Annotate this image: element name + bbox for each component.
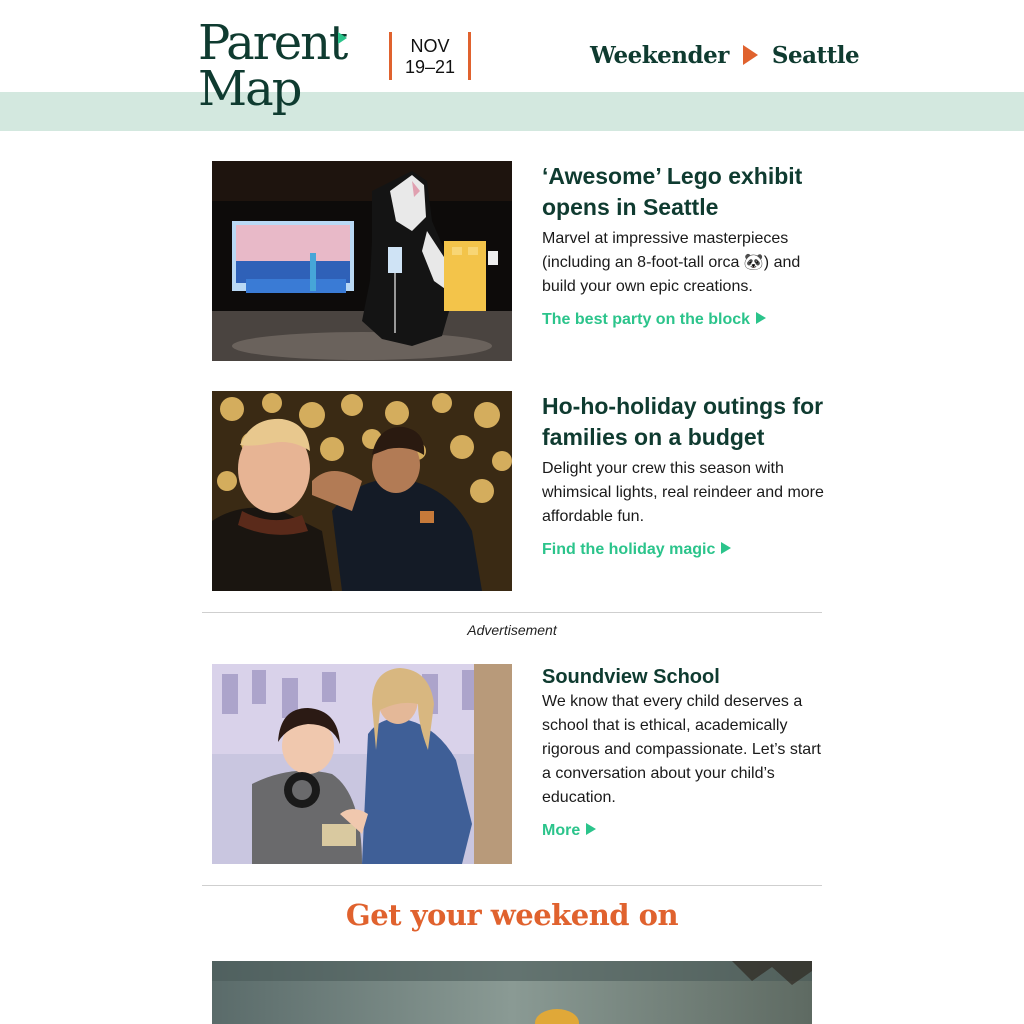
- story-headline[interactable]: Ho-ho-holiday outings for families on a budget: [542, 393, 824, 450]
- ad-headline[interactable]: Soundview School: [542, 666, 720, 688]
- edition-arrow-icon: [743, 45, 758, 65]
- edition-city: Seattle: [771, 41, 860, 69]
- section-heading: Get your weekend on: [345, 898, 679, 932]
- ad-description: We know that every child deserves a school that is ethical, academically rigorous and compassionate. Let’s start a conversation about your child’s education.: [542, 693, 821, 806]
- parentmap-logo[interactable]: [198, 15, 358, 122]
- play-arrow-icon: [756, 312, 766, 324]
- edition-name: Weekender: [590, 41, 729, 69]
- story-cta-link[interactable]: [542, 541, 731, 559]
- ad-text: [542, 664, 827, 840]
- holiday-family-photo[interactable]: [212, 391, 512, 591]
- story-text: [542, 391, 827, 559]
- story-description: Marvel at impressive masterpieces (including an 8-foot-tall orca 🐼) and build your own epic creations.: [542, 230, 801, 295]
- story-headline[interactable]: ‘Awesome’ Lego exhibit opens in Seattle: [542, 163, 803, 220]
- story-text: [542, 161, 827, 329]
- divider: [202, 885, 822, 886]
- ad-more-link[interactable]: [542, 822, 596, 840]
- soundview-school-photo[interactable]: [212, 664, 512, 864]
- play-arrow-icon: [721, 542, 731, 554]
- email-header: [0, 0, 1024, 131]
- date-badge: [389, 32, 471, 80]
- divider: [202, 612, 822, 613]
- story-cta-link[interactable]: [542, 311, 766, 329]
- date-month: NOV: [410, 36, 450, 56]
- play-arrow-icon: [586, 823, 596, 835]
- ad-cta-label: More: [542, 822, 581, 839]
- date-range: 19–21: [404, 57, 456, 77]
- logo-play-icon: [338, 32, 347, 44]
- advertisement-label: Advertisement: [467, 622, 557, 638]
- weekend-hero-photo[interactable]: [212, 961, 812, 1024]
- lego-orca-photo[interactable]: [212, 161, 512, 361]
- logo-line-map: Map: [198, 61, 301, 117]
- story-description: Delight your crew this season with whimsical lights, real reindeer and more affordable fun.: [542, 460, 824, 525]
- story-cta-label: The best party on the block: [542, 311, 751, 328]
- logo-line-parent: Parent: [198, 15, 347, 71]
- edition-title: [590, 38, 859, 72]
- story-cta-label: Find the holiday magic: [542, 541, 716, 558]
